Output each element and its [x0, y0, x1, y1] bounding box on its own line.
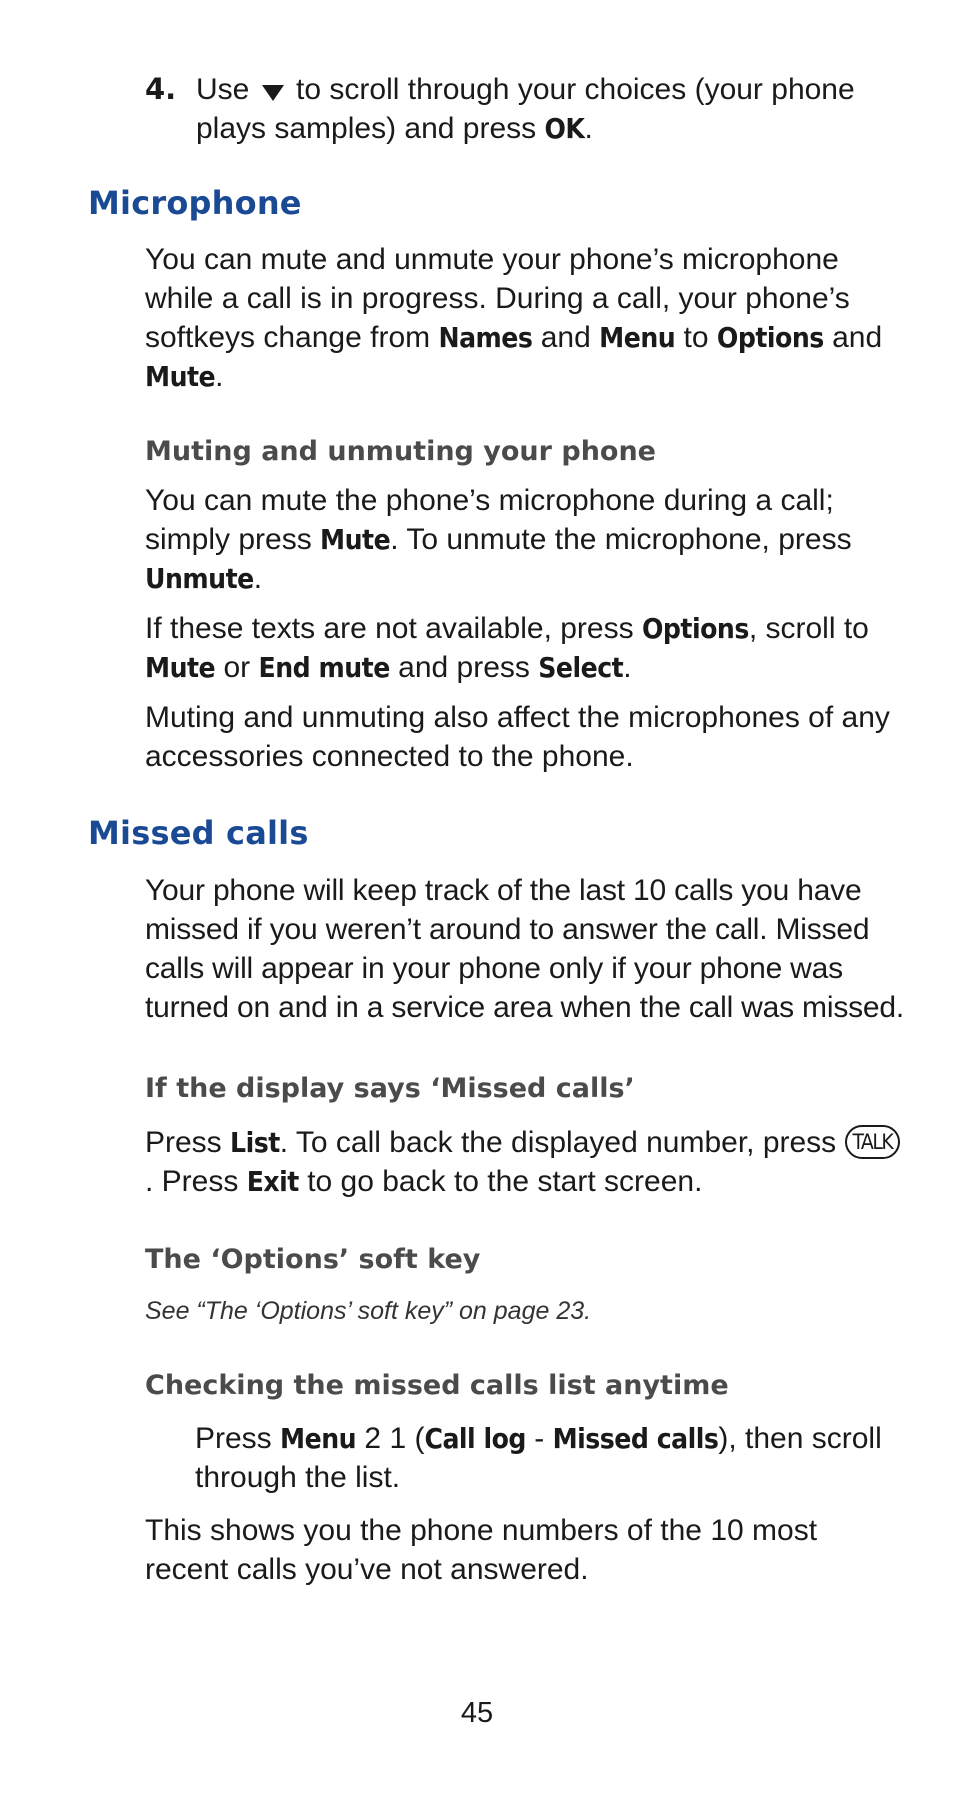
display-says-paragraph: Press List. To call back the displayed number, press TALK. Press Exit to go back to the start screen.: [145, 1123, 905, 1201]
page-number: 45: [460, 1697, 494, 1729]
options-key-subheading: The ‘Options’ soft key: [145, 1244, 481, 1275]
muting-subheading: Muting and unmuting your phone: [145, 436, 656, 467]
checking-step: Press Menu 2 1 (Call log - Missed calls), then scroll through the list.: [195, 1422, 882, 1494]
step-text: Use to scroll through your choices (your phone plays samples) and press OK.: [196, 73, 855, 145]
options-key-reference: See “The ‘Options’ soft key” on page 23.: [145, 1297, 592, 1325]
muting-paragraph-3: Muting and unmuting also affect the microphones of any accessories connected to the phone.: [145, 701, 890, 773]
muting-paragraph-1: You can mute the phone’s microphone during a call; simply press Mute. To unmute the microphone, press Unmute.: [145, 484, 852, 595]
down-arrow-icon: [262, 85, 284, 101]
key-ok: OK: [544, 112, 585, 145]
display-says-subheading: If the display says ‘Missed calls’: [145, 1073, 635, 1104]
microphone-intro: You can mute and unmute your phone’s microphone while a call is in progress. During a call, your phone’s softkeys change from Names and Menu to Options and Mute.: [145, 243, 883, 393]
talk-key-icon: TALK: [845, 1125, 901, 1159]
missed-calls-heading: Missed calls: [88, 814, 309, 852]
microphone-heading: Microphone: [88, 184, 302, 222]
step-number: 4.: [145, 72, 177, 106]
checking-summary: This shows you the phone numbers of the 10 most recent calls you’ve not answered.: [145, 1514, 818, 1586]
missed-calls-intro: Your phone will keep track of the last 10 calls you have missed if you weren’t around to answer the call. Missed calls will appear in your phone only if your phone was turned on and in a service area when the call was missed.: [145, 874, 905, 1024]
muting-paragraph-2: If these texts are not available, press Options, scroll to Mute or End mute and press Select.: [145, 612, 869, 684]
checking-subheading: Checking the missed calls list anytime: [145, 1370, 729, 1401]
